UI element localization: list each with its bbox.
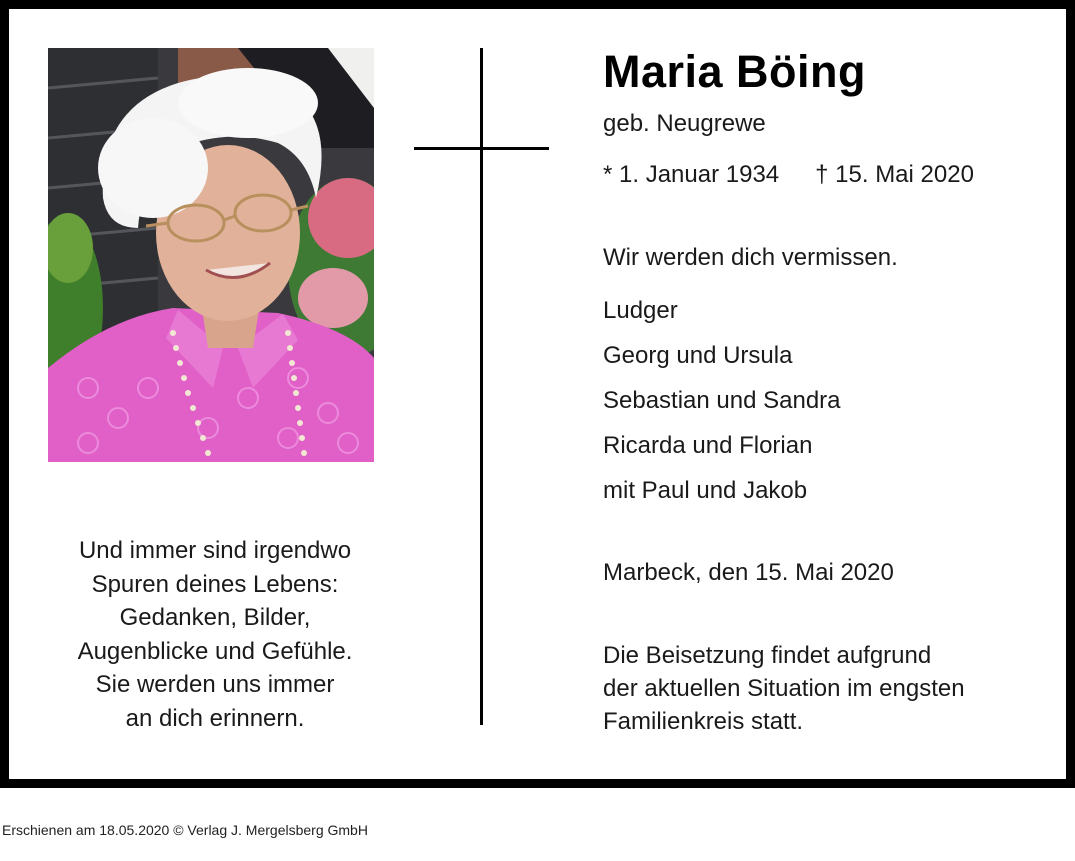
portrait-photo	[48, 48, 374, 462]
life-dates	[603, 161, 974, 189]
poem-line: Gedanken, Bilder,	[119, 604, 311, 631]
deceased-name: Maria Böing	[603, 46, 867, 97]
publication-footer: Erschienen am 18.05.2020 © Verlag J. Mergelsberg GmbH	[2, 822, 368, 838]
poem-line: Augenblicke und Gefühle.	[77, 637, 353, 665]
poem-line: Sie werden uns immer	[95, 671, 335, 698]
place-date: Marbeck, den 15. Mai 2020	[603, 559, 894, 586]
funeral-note-line: Familienkreis statt.	[603, 708, 804, 735]
mourner-name: Sebastian und Sandra	[603, 387, 841, 414]
memorial-poem	[40, 534, 390, 735]
death-date: † 15. Mai 2020	[815, 161, 974, 188]
mourner-name: mit Paul und Jakob	[603, 477, 808, 504]
poem-line: Und immer sind irgendwo	[78, 537, 352, 564]
birth-name: geb. Neugrewe	[603, 110, 766, 137]
mourner-name: Ricarda und Florian	[603, 432, 813, 459]
poem-line: Spuren deines Lebens:	[91, 570, 339, 598]
funeral-note-line: Die Beisetzung findet aufgrund	[603, 642, 932, 669]
cross-icon-beam	[414, 147, 549, 150]
mourner-name: Ludger	[603, 297, 678, 324]
farewell-message: Wir werden dich vermissen.	[603, 244, 898, 271]
birth-date: * 1. Januar 1934	[603, 161, 780, 188]
poem-line: an dich erinnern.	[125, 704, 305, 732]
funeral-note-line: der aktuellen Situation im engsten	[603, 675, 965, 702]
mourner-name: Georg und Ursula	[603, 342, 793, 369]
